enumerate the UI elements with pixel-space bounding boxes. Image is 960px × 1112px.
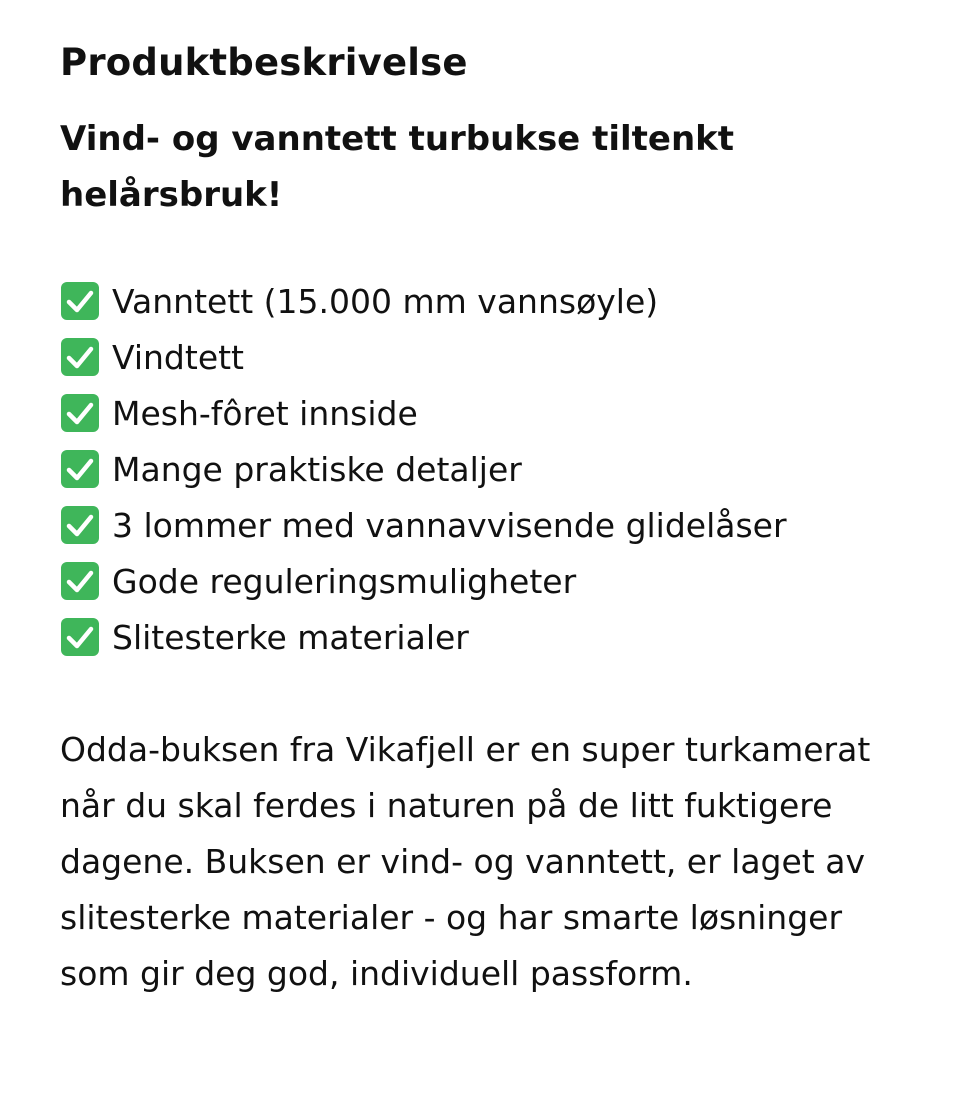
feature-item xyxy=(60,553,787,609)
product-headline: Vind- og vanntett turbukse tiltenkt helårsbruk! xyxy=(60,119,735,215)
feature-label: Slitesterke materialer xyxy=(112,617,469,657)
section-title: Produktbeskrivelse xyxy=(60,41,468,84)
feature-item xyxy=(60,273,787,329)
feature-item xyxy=(60,441,787,497)
feature-item xyxy=(60,329,787,385)
feature-item xyxy=(60,385,787,441)
check-mark-icon xyxy=(60,393,100,433)
feature-label: Vanntett (15.000 mm vannsøyle) xyxy=(112,281,659,321)
check-mark-icon xyxy=(60,281,100,321)
check-mark-icon xyxy=(60,337,100,377)
check-mark-icon xyxy=(60,561,100,601)
check-mark-icon xyxy=(60,505,100,545)
product-description-text: Odda-buksen fra Vikafjell er en super turkamerat når du skal ferdes i naturen på de litt fuktigere dagene. Buksen er vind- og vanntett, er laget av slitesterke materialer - og har smarte løsninger som gir deg god, individuell passform. xyxy=(60,730,871,993)
check-mark-icon xyxy=(60,449,100,489)
feature-label: Gode reguleringsmuligheter xyxy=(112,561,577,601)
check-mark-icon xyxy=(60,617,100,657)
feature-label: 3 lommer med vannavvisende glidelåser xyxy=(112,505,787,545)
feature-list xyxy=(60,273,787,665)
feature-label: Mesh-fôret innside xyxy=(112,393,418,433)
feature-item xyxy=(60,497,787,553)
feature-label: Mange praktiske detaljer xyxy=(112,449,522,489)
feature-item xyxy=(60,609,787,665)
feature-label: Vindtett xyxy=(112,337,244,377)
